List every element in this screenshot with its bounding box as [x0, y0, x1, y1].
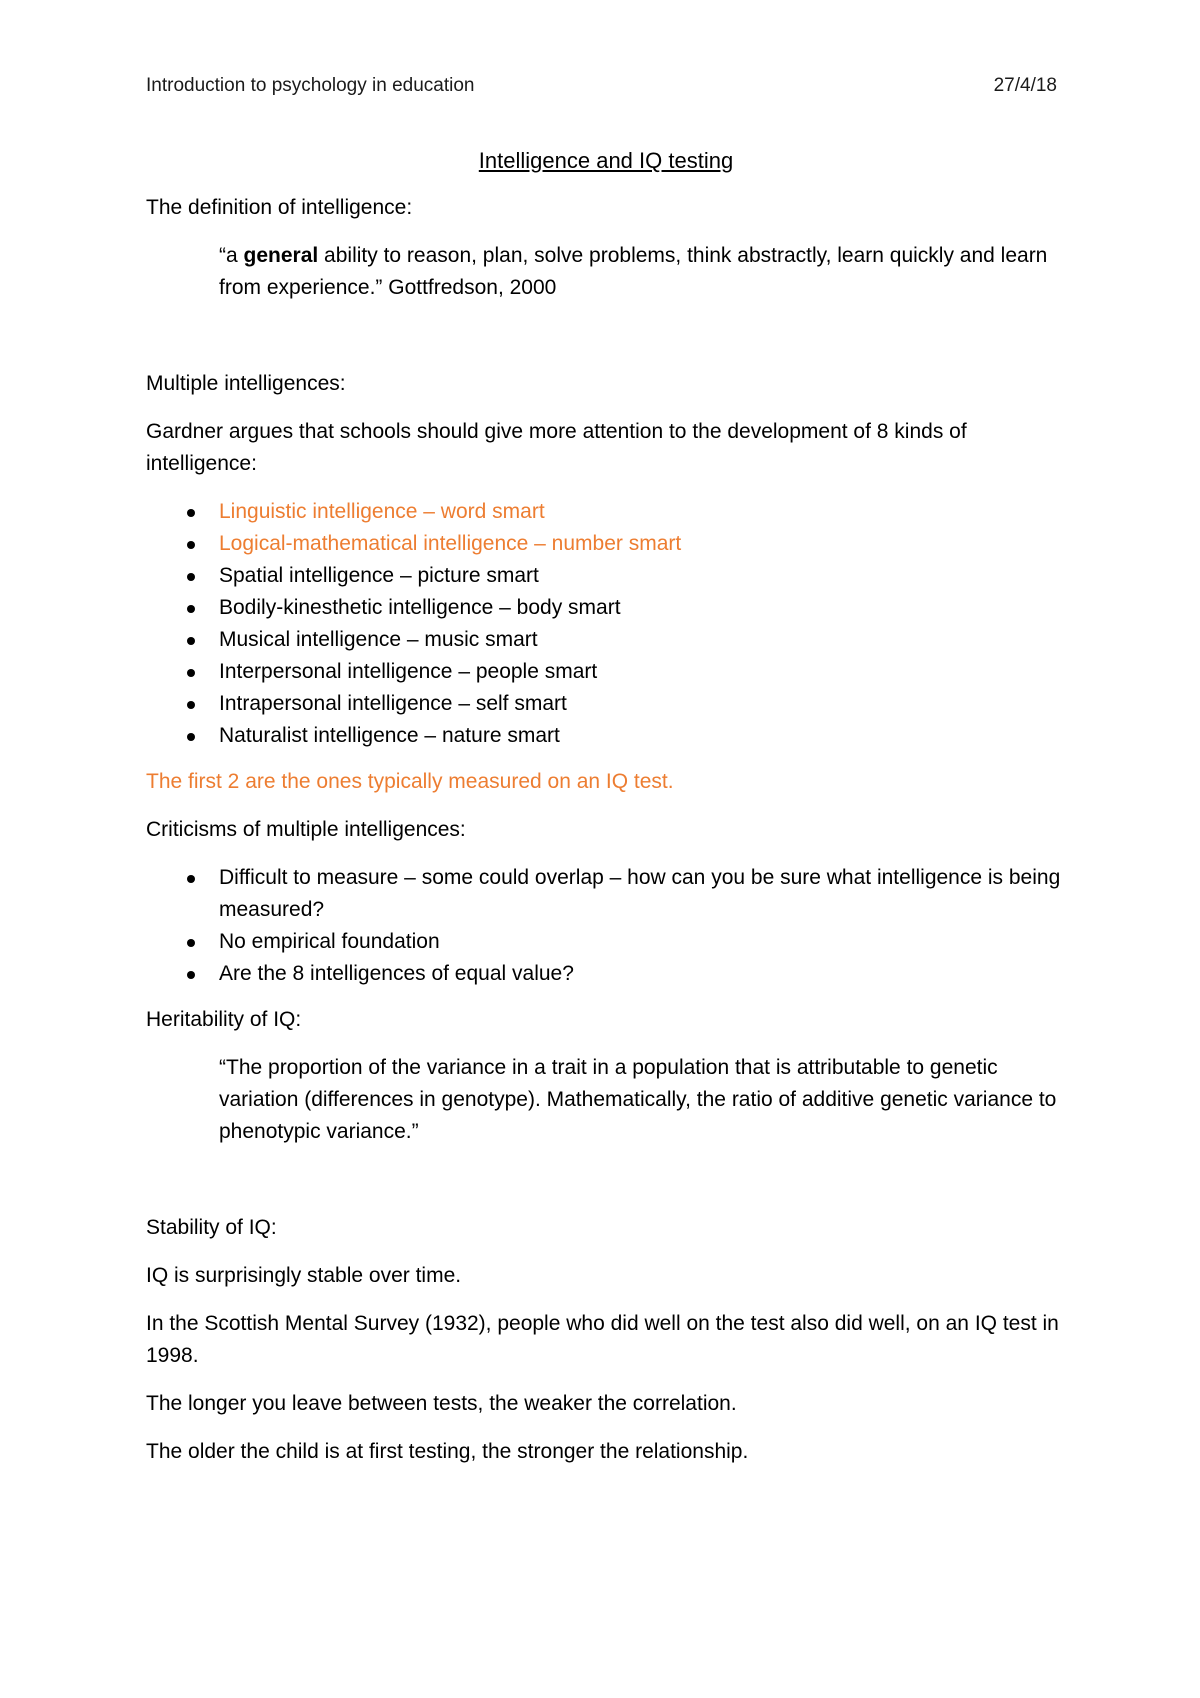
list-item-text: Naturalist intelligence – nature smart	[219, 724, 560, 747]
header-date: 27/4/18	[993, 75, 1057, 96]
bullet-icon	[187, 875, 195, 883]
list-item	[146, 926, 1066, 958]
iq-test-note: The first 2 are the ones typically measured on an IQ test.	[146, 770, 674, 793]
bullet-icon	[187, 701, 195, 709]
list-item-text: Are the 8 intelligences of equal value?	[219, 962, 574, 985]
stability-paragraph: The older the child is at first testing, the stronger the relationship.	[146, 1440, 749, 1463]
stability-paragraph: IQ is surprisingly stable over time.	[146, 1264, 462, 1287]
bullet-icon	[187, 637, 195, 645]
list-item-text: Intrapersonal intelligence – self smart	[219, 692, 567, 715]
list-item-text: Interpersonal intelligence – people smart	[219, 660, 598, 683]
multiple-intro: Gardner argues that schools should give more attention to the development of 8 kinds of intelligence:	[146, 420, 967, 475]
list-item	[146, 592, 1066, 624]
page-title: Intelligence and IQ testing	[478, 148, 734, 173]
bullet-icon	[187, 669, 195, 677]
list-item	[146, 528, 1066, 560]
list-item	[146, 958, 1066, 990]
stability-paragraph: In the Scottish Mental Survey (1932), people who did well on the test also did well, on an IQ test in 1998.	[146, 1312, 1059, 1367]
criticisms-list	[146, 862, 1066, 990]
bullet-icon	[187, 605, 195, 613]
list-item	[146, 560, 1066, 592]
spacer	[146, 320, 1066, 368]
definition-quote	[219, 240, 1066, 304]
list-item-text: Linguistic intelligence – word smart	[219, 500, 545, 523]
stability-heading: Stability of IQ:	[146, 1216, 277, 1239]
definition-quote-rest: ability to reason, plan, solve problems, think abstractly, learn quickly and learn from experience.” Gottfredson, 2000	[219, 244, 1048, 299]
list-item	[146, 624, 1066, 656]
bullet-icon	[187, 939, 195, 947]
bullet-icon	[187, 509, 195, 517]
criticisms-heading: Criticisms of multiple intelligences:	[146, 818, 466, 841]
list-item-text: Spatial intelligence – picture smart	[219, 564, 539, 587]
list-item-text: Bodily-kinesthetic intelligence – body smart	[219, 596, 621, 619]
list-item-text: Musical intelligence – music smart	[219, 628, 538, 651]
list-item	[146, 862, 1066, 926]
intelligences-list	[146, 496, 1066, 752]
heritability-quote: “The proportion of the variance in a trait in a population that is attributable to genetic variation (differences in genotype). Mathematically, the ratio of additive genetic variance to phenotypic variance.”	[219, 1056, 1057, 1143]
page-header	[146, 75, 1057, 97]
bullet-icon	[187, 573, 195, 581]
bullet-icon	[187, 733, 195, 741]
course-name: Introduction to psychology in education	[146, 75, 475, 96]
stability-paragraph: The longer you leave between tests, the weaker the correlation.	[146, 1392, 737, 1415]
bullet-icon	[187, 971, 195, 979]
list-item-text: No empirical foundation	[219, 930, 440, 953]
spacer	[146, 1164, 1066, 1212]
definition-quote-bold: general	[243, 244, 319, 267]
multiple-heading: Multiple intelligences:	[146, 372, 346, 395]
list-item	[146, 656, 1066, 688]
list-item	[146, 720, 1066, 752]
definition-quote-open: “a	[219, 244, 244, 267]
list-item-text: Difficult to measure – some could overlap – how can you be sure what intelligence is being measured?	[219, 866, 1061, 921]
list-item-text: Logical-mathematical intelligence – number smart	[219, 532, 682, 555]
document-body	[146, 145, 1066, 1484]
list-item	[146, 688, 1066, 720]
list-item	[146, 496, 1066, 528]
definition-heading: The definition of intelligence:	[146, 196, 413, 219]
bullet-icon	[187, 541, 195, 549]
heritability-heading: Heritability of IQ:	[146, 1008, 302, 1031]
